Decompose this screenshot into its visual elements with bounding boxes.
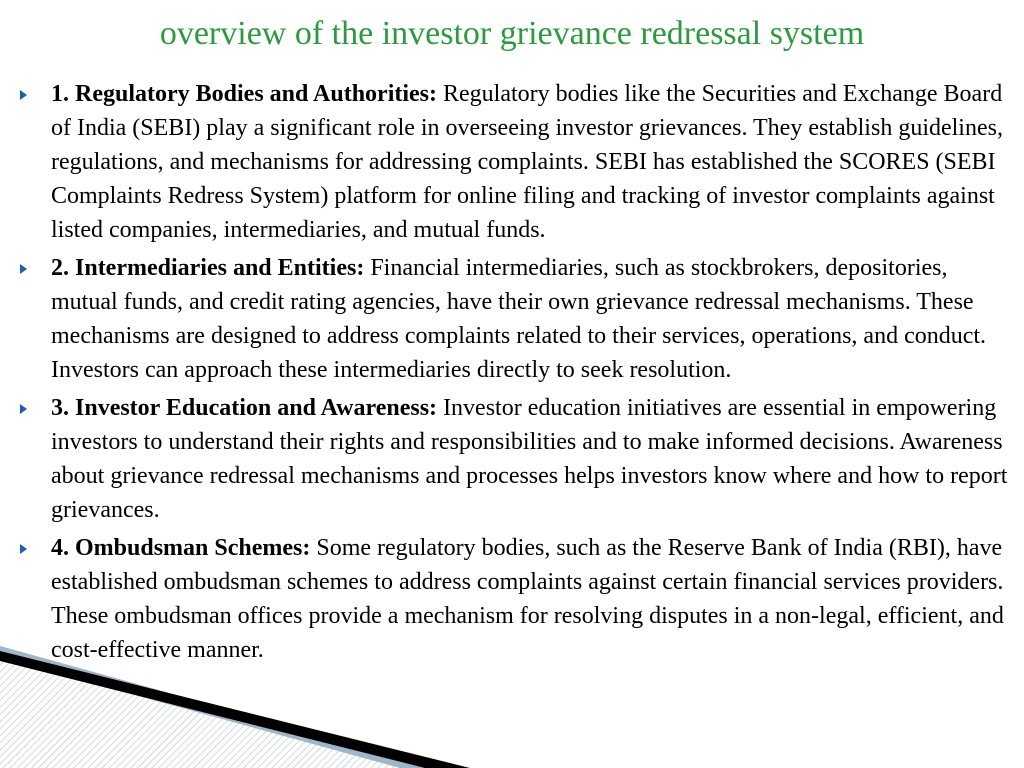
bullet-heading: 4. Ombudsman Schemes:: [51, 535, 311, 561]
bullet-heading: 1. Regulatory Bodies and Authorities:: [51, 81, 438, 107]
triangle-right-icon: [20, 264, 27, 274]
bullet-heading: 2. Intermediaries and Entities:: [51, 255, 365, 281]
bullet-item-intermediaries: [0, 251, 1024, 387]
bullet-text: Investor education initiatives are essential in empowering investors to understand their rights and responsibilities and to make informed decisions. Awareness about grievance redressal mechanisms and processes helps investors know where and how to report grievances.: [51, 395, 1008, 523]
triangle-right-icon: [20, 90, 27, 100]
bullet-list: [0, 77, 1024, 671]
bullet-item-investor-education: [0, 391, 1024, 527]
triangle-right-icon: [20, 404, 27, 414]
bullet-heading: 3. Investor Education and Awareness:: [51, 395, 438, 421]
bullet-text: Some regulatory bodies, such as the Reserve Bank of India (RBI), have established ombudsman schemes to address complaints against certain financial services providers. These ombudsman offices provide a mechanism for resolving disputes in a non-legal, efficient, and cost-effective manner.: [51, 535, 1004, 663]
bullet-text: Regulatory bodies like the Securities and Exchange Board of India (SEBI) play a significant role in overseeing investor grievances. They establish guidelines, regulations, and mechanisms for addressing complaints. SEBI has established the SCORES (SEBI Complaints Redress System) platform for online filing and tracking of investor complaints against listed companies, intermediaries, and mutual funds.: [51, 81, 1003, 243]
slide-title: overview of the investor grievance redressal system: [159, 15, 865, 52]
bullet-text: Financial intermediaries, such as stockbrokers, depositories, mutual funds, and credit rating agencies, have their own grievance redressal mechanisms. These mechanisms are designed to address complaints related to their services, operations, and conduct. Investors can approach these intermediaries directly to seek resolution.: [51, 255, 987, 383]
triangle-right-icon: [20, 544, 27, 554]
bullet-item-regulatory-bodies: [0, 77, 1024, 247]
bullet-item-ombudsman-schemes: [0, 531, 1024, 667]
